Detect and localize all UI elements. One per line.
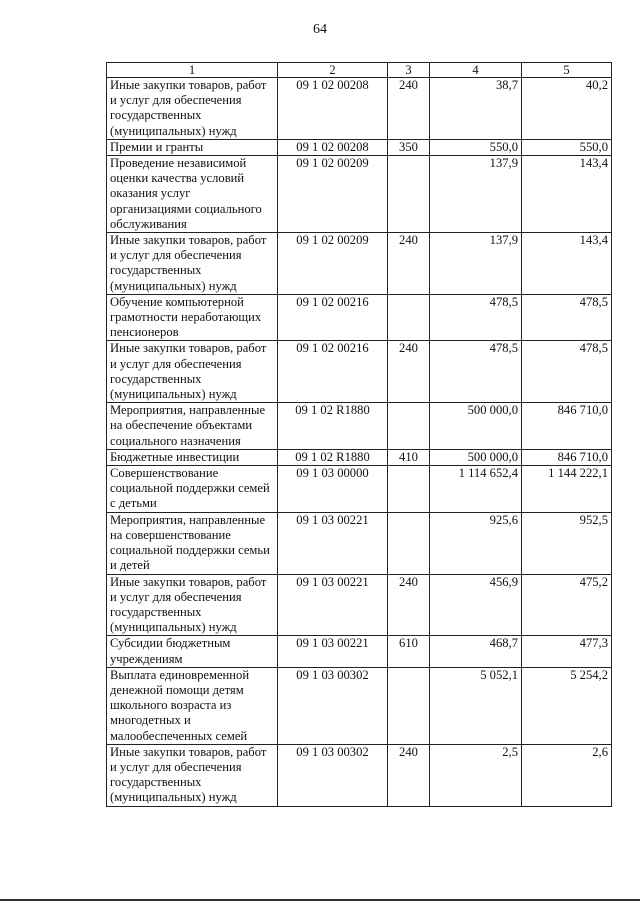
row-code-cell: 09 1 02 00208 [278,78,388,140]
row-value-year1-cell: 137,9 [430,156,522,233]
row-value-year2-cell: 478,5 [522,294,612,341]
row-value-year2-cell: 846 710,0 [522,449,612,465]
row-code-cell: 09 1 02 00209 [278,156,388,233]
table-row [107,466,612,513]
row-value-year1-cell: 38,7 [430,78,522,140]
header-col-5: 5 [522,63,612,78]
row-value-year2-cell: 143,4 [522,233,612,295]
header-col-4: 4 [430,63,522,78]
row-name-cell: Мероприятия, направленные на совершенствование социальной поддержки семьи и детей [107,512,278,574]
table-row [107,156,612,233]
row-value-year2-cell: 2,6 [522,744,612,806]
header-col-2: 2 [278,63,388,78]
row-value-year1-cell: 478,5 [430,294,522,341]
table-row [107,294,612,341]
table-row [107,574,612,636]
row-value-year1-cell: 550,0 [430,139,522,155]
table-row [107,403,612,450]
row-name-cell: Субсидии бюджетным учреждениям [107,636,278,667]
row-value-year2-cell: 550,0 [522,139,612,155]
row-name-cell: Иные закупки товаров, работ и услуг для обеспечения государственных (муниципальных) нужд [107,341,278,403]
row-expense-type-cell: 240 [388,574,430,636]
row-value-year2-cell: 143,4 [522,156,612,233]
row-expense-type-cell: 610 [388,636,430,667]
row-code-cell: 09 1 02 00216 [278,341,388,403]
row-value-year1-cell: 500 000,0 [430,403,522,450]
row-value-year1-cell: 456,9 [430,574,522,636]
row-value-year2-cell: 475,2 [522,574,612,636]
row-value-year1-cell: 137,9 [430,233,522,295]
header-col-3: 3 [388,63,430,78]
row-code-cell: 09 1 02 R1880 [278,403,388,450]
row-expense-type-cell [388,403,430,450]
row-code-cell: 09 1 02 00209 [278,233,388,295]
row-code-cell: 09 1 02 R1880 [278,449,388,465]
row-code-cell: 09 1 03 00221 [278,636,388,667]
row-expense-type-cell [388,294,430,341]
row-value-year1-cell: 500 000,0 [430,449,522,465]
table-row [107,449,612,465]
row-name-cell: Премии и гранты [107,139,278,155]
row-name-cell: Бюджетные инвестиции [107,449,278,465]
row-value-year2-cell: 40,2 [522,78,612,140]
table-header-row [107,63,612,78]
row-name-cell: Иные закупки товаров, работ и услуг для обеспечения государственных (муниципальных) нужд [107,78,278,140]
table-row [107,667,612,744]
table-row [107,744,612,806]
row-value-year1-cell: 1 114 652,4 [430,466,522,513]
row-value-year2-cell: 478,5 [522,341,612,403]
row-expense-type-cell: 240 [388,78,430,140]
row-name-cell: Совершенствование социальной поддержки семей с детьми [107,466,278,513]
row-code-cell: 09 1 03 00302 [278,744,388,806]
row-name-cell: Иные закупки товаров, работ и услуг для обеспечения государственных (муниципальных) нужд [107,233,278,295]
row-value-year1-cell: 2,5 [430,744,522,806]
table-row [107,78,612,140]
row-name-cell: Мероприятия, направленные на обеспечение объектами социального назначения [107,403,278,450]
row-value-year1-cell: 478,5 [430,341,522,403]
row-expense-type-cell [388,466,430,513]
row-expense-type-cell: 240 [388,341,430,403]
row-value-year2-cell: 952,5 [522,512,612,574]
row-expense-type-cell: 350 [388,139,430,155]
row-value-year2-cell: 477,3 [522,636,612,667]
row-name-cell: Выплата единовременной денежной помощи детям школьного возраста из многодетных и малообеспеченных семей [107,667,278,744]
row-expense-type-cell [388,667,430,744]
row-expense-type-cell [388,156,430,233]
row-name-cell: Иные закупки товаров, работ и услуг для обеспечения государственных (муниципальных) нужд [107,744,278,806]
row-code-cell: 09 1 02 00208 [278,139,388,155]
row-expense-type-cell [388,512,430,574]
row-name-cell: Иные закупки товаров, работ и услуг для обеспечения государственных (муниципальных) нужд [107,574,278,636]
row-code-cell: 09 1 03 00221 [278,512,388,574]
table-row [107,512,612,574]
budget-table [106,62,612,807]
bottom-edge-line [0,899,640,901]
row-code-cell: 09 1 03 00000 [278,466,388,513]
table-body [107,78,612,807]
row-expense-type-cell: 410 [388,449,430,465]
row-expense-type-cell: 240 [388,744,430,806]
row-code-cell: 09 1 03 00302 [278,667,388,744]
row-value-year2-cell: 846 710,0 [522,403,612,450]
row-expense-type-cell: 240 [388,233,430,295]
row-code-cell: 09 1 02 00216 [278,294,388,341]
row-code-cell: 09 1 03 00221 [278,574,388,636]
table-row [107,341,612,403]
table-row [107,636,612,667]
row-value-year1-cell: 925,6 [430,512,522,574]
header-col-1: 1 [107,63,278,78]
table-row [107,139,612,155]
row-value-year1-cell: 468,7 [430,636,522,667]
table-row [107,233,612,295]
row-value-year2-cell: 1 144 222,1 [522,466,612,513]
row-name-cell: Обучение компьютерной грамотности неработающих пенсионеров [107,294,278,341]
row-name-cell: Проведение независимой оценки качества условий оказания услуг организациями социального обслуживания [107,156,278,233]
row-value-year2-cell: 5 254,2 [522,667,612,744]
row-value-year1-cell: 5 052,1 [430,667,522,744]
page-number: 64 [313,22,327,37]
